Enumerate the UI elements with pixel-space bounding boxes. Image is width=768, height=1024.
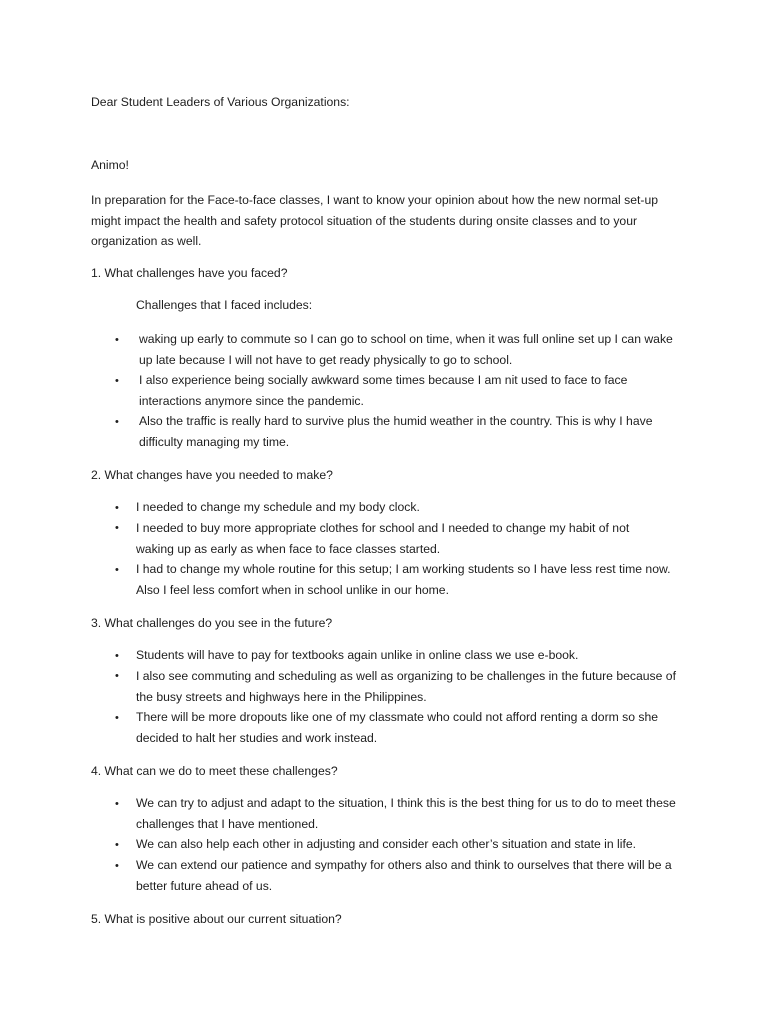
q4-answer-1: We can try to adjust and adapt to the situation, I think this is the best thing for us to do to meet these challenges that I have mentioned. [136, 796, 676, 831]
q1-answer-1: waking up early to commute so I can go to school on time, when it was full online set up I can wake up late because I will not have to get ready physically to go to school. [139, 332, 673, 367]
question-5: 5. What is positive about our current situation? [91, 912, 342, 926]
q3-answer-1: Students will have to pay for textbooks again unlike in online class we use e-book. [136, 648, 579, 662]
bullet-icon: • [115, 650, 119, 662]
salutation: Dear Student Leaders of Various Organizations: [91, 95, 350, 109]
bullet-icon: • [115, 564, 119, 576]
q4-answer-3: We can extend our patience and sympathy for others also and think to ourselves that there will be a better future ahead of us. [136, 858, 672, 893]
q1-answer-3: Also the traffic is really hard to survive plus the humid weather in the country. This is why I have difficulty managing my time. [139, 414, 653, 449]
greeting: Animo! [91, 158, 129, 172]
bullet-icon: • [115, 416, 119, 428]
bullet-icon: • [115, 375, 119, 387]
q4-answer-2: We can also help each other in adjusting and consider each other’s situation and state in life. [136, 837, 637, 851]
bullet-icon: • [115, 712, 119, 724]
bullet-icon: • [115, 798, 119, 810]
intro-paragraph: In preparation for the Face-to-face classes, I want to know your opinion about how the new normal set-up might impact the health and safety protocol situation of the students during onsite classes and to your organization as well. [91, 193, 659, 248]
q2-answer-3: I had to change my whole routine for this setup; I am working students so I have less rest time now. Also I feel less comfort when in school unlike in our home. [136, 562, 671, 597]
question-1-lead: Challenges that I faced includes: [136, 298, 313, 312]
question-1: 1. What challenges have you faced? [91, 266, 288, 280]
question-2: 2. What changes have you needed to make? [91, 468, 333, 482]
bullet-icon: • [115, 839, 119, 851]
question-4: 4. What can we do to meet these challenges? [91, 764, 338, 778]
bullet-icon: • [115, 860, 119, 872]
bullet-icon: • [115, 334, 119, 346]
bullet-icon: • [115, 502, 119, 514]
q3-answer-2: I also see commuting and scheduling as well as organizing to be challenges in the future because of the busy streets and highways here in the Philippines. [136, 669, 676, 704]
q2-answer-1: I needed to change my schedule and my body clock. [136, 500, 420, 514]
q2-answer-2: I needed to buy more appropriate clothes for school and I needed to change my habit of not waking up as early as when face to face classes started. [136, 521, 630, 556]
bullet-icon: • [115, 670, 119, 682]
q3-answer-3: There will be more dropouts like one of my classmate who could not afford renting a dorm so she decided to halt her studies and work instead. [136, 710, 659, 745]
bullet-icon: • [115, 522, 119, 534]
q1-answer-2: I also experience being socially awkward some times because I am nit used to face to face interactions anymore since the pandemic. [139, 373, 628, 408]
question-3: 3. What challenges do you see in the future? [91, 616, 333, 630]
